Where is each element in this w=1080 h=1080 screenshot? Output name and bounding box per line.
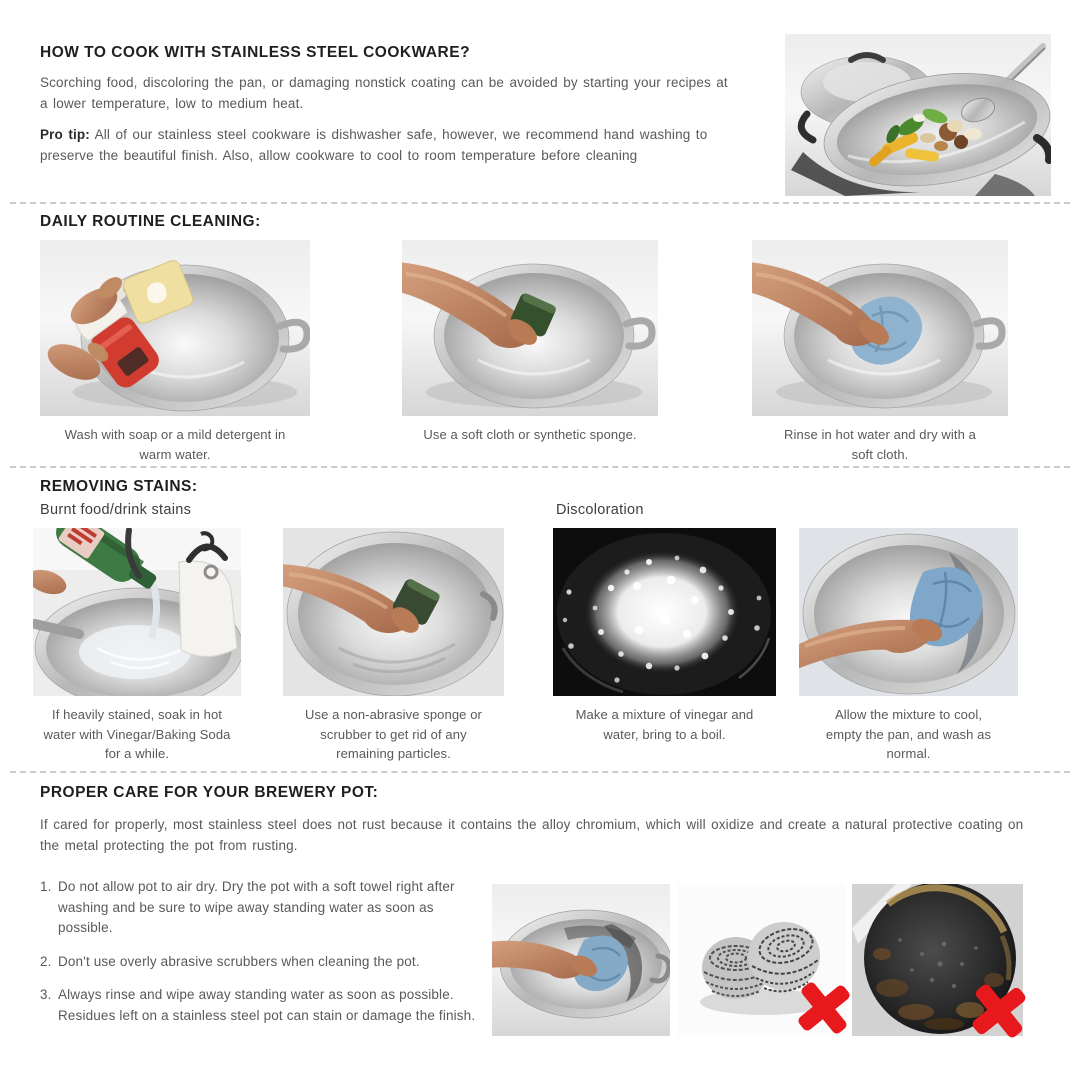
pro-tip-label: Pro tip: [40, 127, 90, 142]
scrub-sponge-photo [283, 528, 504, 696]
discoloration-label: Discoloration [556, 502, 644, 518]
prohibited-x-icon [794, 978, 854, 1038]
daily-step-1 [40, 240, 310, 464]
stain-step-4-caption: Allow the mixture to cool, empty the pan, and wash as normal. [825, 707, 992, 761]
section-divider-3 [10, 771, 1070, 773]
proper-care-title: PROPER CARE FOR YOUR BREWERY POT: [40, 784, 379, 801]
daily-step-2-caption: Use a soft cloth or synthetic sponge. [423, 427, 637, 442]
daily-step-3-caption: Rinse in hot water and dry with a soft cloth. [784, 427, 976, 462]
soft-sponge-photo [402, 240, 658, 416]
pro-tip-text: All of our stainless steel cookware is dishwasher safe, however, we recommend hand washing to preserve the beautiful finish. Also, allow cookware to cool to room temperature before cleaning [40, 127, 708, 164]
daily-step-3 [752, 240, 1008, 464]
section-divider-2 [10, 466, 1070, 468]
wok-stir-fry-photo [785, 34, 1051, 196]
towel-dry-photo [492, 884, 670, 1036]
care-list-item-2 [40, 952, 492, 973]
care-item-number: 2. [40, 953, 52, 969]
section-divider-1 [10, 202, 1070, 204]
care-item-number: 3. [40, 987, 52, 1003]
rinse-dry-photo [752, 240, 1008, 416]
stain-step-1 [33, 528, 241, 764]
care-item-number: 1. [40, 879, 52, 894]
care-list-item-1 [40, 877, 492, 939]
intro-title: HOW TO COOK WITH STAINLESS STEEL COOKWARE? [40, 44, 471, 61]
prohibited-x-icon [968, 980, 1030, 1042]
care-item-text: Always rinse and wipe away standing water as soon as possible. Residues left on a stainless steel pot can stain or damage the finish. [58, 987, 476, 1023]
soap-wash-photo [40, 240, 310, 416]
stain-step-3-caption: Make a mixture of vinegar and water, bring to a boil. [575, 707, 754, 742]
proper-care-list [40, 877, 492, 1026]
care-list-item-3 [40, 985, 492, 1026]
pro-tip-paragraph [40, 124, 745, 167]
boiling-mixture-photo [553, 528, 776, 696]
stain-step-2-caption: Use a non-abrasive sponge or scrubber to get rid of any remaining particles. [305, 707, 482, 761]
care-item-text: Do not allow pot to air dry. Dry the pot with a soft towel right after washing and be sure to wipe away standing water as soon as possible. [58, 879, 455, 936]
burnt-stains-label: Burnt food/drink stains [40, 502, 192, 518]
stain-step-1-caption: If heavily stained, soak in hot water with Vinegar/Baking Soda for a while. [43, 707, 231, 761]
care-item-text: Don't use overly abrasive scrubbers when cleaning the pot. [58, 953, 420, 969]
stain-step-3 [553, 528, 776, 744]
proper-care-paragraph: If cared for properly, most stainless steel does not rust because it contains the alloy chromium, which will oxidize and create a natural protective coating on the metal protecting the pot from rusting. [40, 817, 1024, 854]
daily-step-1-caption: Wash with soap or a mild detergent in warm water. [64, 427, 286, 462]
vinegar-pour-photo [33, 528, 241, 696]
intro-paragraph: Scorching food, discoloring the pan, or damaging nonstick coating can be avoided by starting your recipes at a lower temperature, low to medium heat. [40, 75, 728, 112]
stain-step-2 [283, 528, 504, 764]
daily-step-2 [402, 240, 658, 445]
daily-cleaning-title: DAILY ROUTINE CLEANING: [40, 213, 261, 230]
wipe-cloth-photo [799, 528, 1018, 696]
stain-step-4 [799, 528, 1018, 764]
removing-stains-title: REMOVING STAINS: [40, 478, 198, 495]
